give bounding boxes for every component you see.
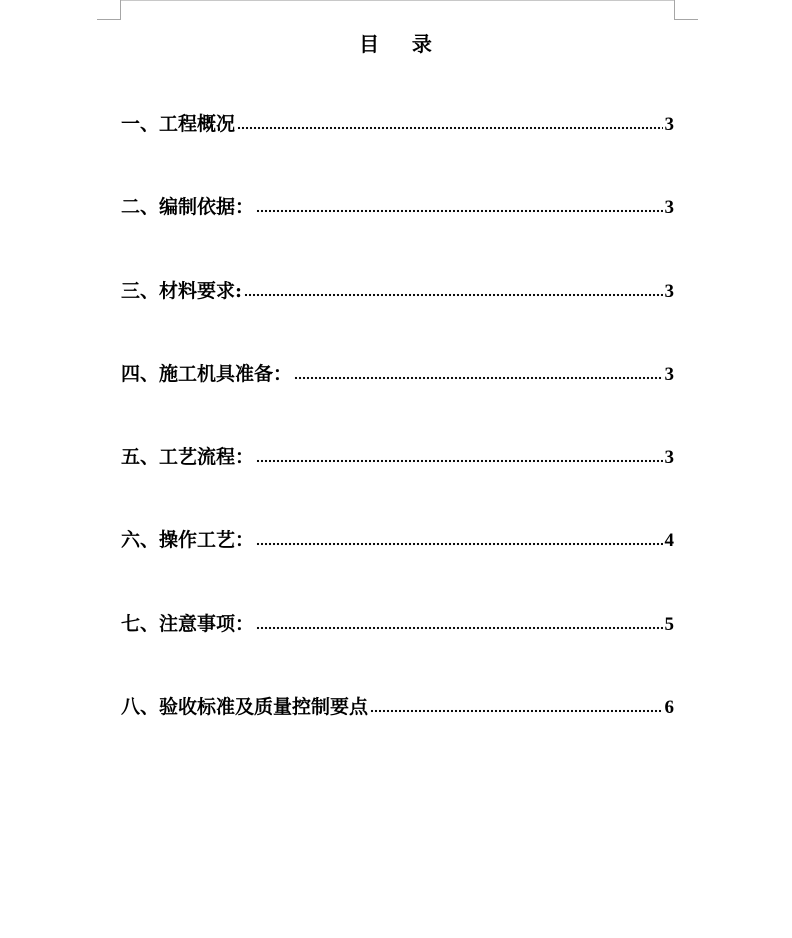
page-top-edge xyxy=(120,0,674,1)
dot-leader xyxy=(294,376,662,380)
toc-entry-label: 五、工艺流程： xyxy=(121,446,255,469)
toc-entry-page-number: 5 xyxy=(664,613,674,635)
crop-mark-top-left xyxy=(120,0,121,20)
toc-entry-1[interactable] xyxy=(121,110,674,193)
toc-entry-page-number: 4 xyxy=(664,530,674,552)
dot-leader xyxy=(237,126,662,130)
toc-entry-label: 七、注意事项： xyxy=(121,612,255,635)
toc-entry-label: 二、编制依据： xyxy=(121,196,255,219)
dot-leader xyxy=(244,293,662,297)
crop-mark-top-right xyxy=(674,19,698,20)
toc-entry-label: 八、验收标准及质量控制要点 xyxy=(121,696,369,719)
dot-leader xyxy=(256,209,662,213)
toc-entry-3[interactable] xyxy=(121,277,674,360)
toc-entry-page-number: 3 xyxy=(664,363,674,385)
toc-entry-page-number: 3 xyxy=(664,447,674,469)
toc-entry-6[interactable] xyxy=(121,526,674,609)
table-of-contents xyxy=(121,110,674,776)
toc-entry-label: 四、施工机具准备： xyxy=(121,362,293,385)
toc-entry-label: 六、操作工艺： xyxy=(121,529,255,552)
toc-entry-4[interactable] xyxy=(121,360,674,443)
toc-entry-7[interactable] xyxy=(121,610,674,693)
toc-entry-page-number: 3 xyxy=(664,197,674,219)
toc-entry-8[interactable] xyxy=(121,693,674,776)
crop-mark-top-left xyxy=(97,19,120,20)
crop-mark-top-right xyxy=(674,0,675,20)
dot-leader xyxy=(370,709,662,713)
dot-leader xyxy=(256,542,662,546)
dot-leader xyxy=(256,459,662,463)
toc-entry-label: 一、工程概况 xyxy=(121,113,236,135)
toc-entry-page-number: 3 xyxy=(664,280,674,302)
dot-leader xyxy=(256,626,662,630)
toc-entry-5[interactable] xyxy=(121,443,674,526)
toc-entry-page-number: 3 xyxy=(664,114,674,135)
toc-title: 目 录 xyxy=(359,32,433,56)
toc-entry-page-number: 6 xyxy=(664,697,674,719)
toc-entry-label: 三、材料要求: xyxy=(121,279,243,302)
toc-entry-2[interactable] xyxy=(121,193,674,276)
